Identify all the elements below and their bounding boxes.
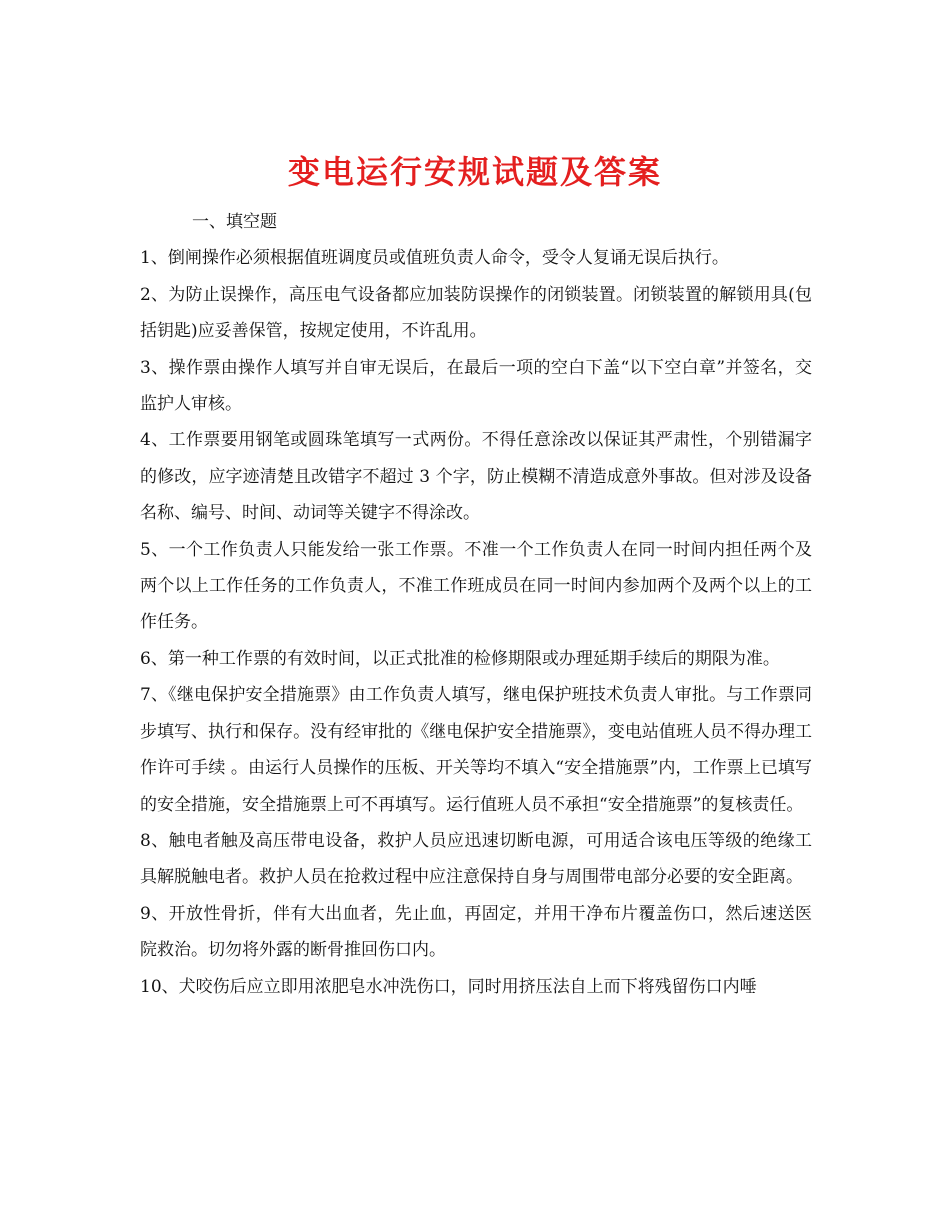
question-paragraph-5: 5、一个工作负责人只能发给一张工作票。不准一个工作负责人在同一时间内担任两个及两个以上工作任务的工作负责人，不准工作班成员在同一时间内参加两个及两个以上的工作任务。: [140, 539, 812, 633]
question-paragraph-6: 6、第一种工作票的有效时间，以正式批准的检修期限或办理延期手续后的期限为准。: [140, 648, 780, 669]
question-paragraph-4: 4、工作票要用钢笔或圆珠笔填写一式两份。不得任意涂改以保证其严肃性，个别错漏字的修改，应字迹清楚且改错字不超过 3 个字，防止模糊不清造成意外事故。但对涉及设备名称、编号、时间、动词等关键字不得涂改。: [140, 430, 812, 524]
question-paragraph-10: 10、犬咬伤后应立即用浓肥皂水冲洗伤口，同时用挤压法自上而下将残留伤口内唾: [140, 976, 757, 997]
document-title: 变电运行安规试题及答案: [287, 153, 662, 192]
question-paragraph-3: 3、操作票由操作人填写并自审无误后，在最后一项的空白下盖“以下空白章”并签名，交监护人审核。: [140, 357, 812, 415]
document-body: [140, 204, 812, 1005]
question-paragraph-2: 2、为防止误操作，高压电气设备都应加装防误操作的闭锁装置。闭锁装置的解锁用具(包括钥匙)应妥善保管，按规定使用，不许乱用。: [140, 284, 812, 342]
question-paragraph-8: 8、触电者触及高压带电设备，救护人员应迅速切断电源，可用适合该电压等级的绝缘工具解脱触电者。救护人员在抢救过程中应注意保持自身与周围带电部分必要的安全距离。: [140, 830, 812, 888]
question-paragraph-9: 9、开放性骨折，伴有大出血者，先止血，再固定，并用干净布片覆盖伤口，然后速送医院救治。切勿将外露的断骨推回伤口内。: [140, 903, 812, 961]
question-paragraph-7: 7、《继电保护安全措施票》由工作负责人填写，继电保护班技术负责人审批。与工作票同步填写、执行和保存。没有经审批的《继电保护安全措施票》，变电站值班人员不得办理工作许可手续 。由运行人员操作的压板、开关等均不填入“安全措施票”内，工作票上已填写的安全措施，安全措施票上可不再填写。运行值班人员不承担“安全措施票”的复核责任。: [140, 685, 812, 815]
question-paragraph-1: 1、倒闸操作必须根据值班调度员或值班负责人命令，受令人复诵无误后执行。: [140, 248, 729, 269]
section-heading: 一、填空题: [192, 212, 277, 232]
